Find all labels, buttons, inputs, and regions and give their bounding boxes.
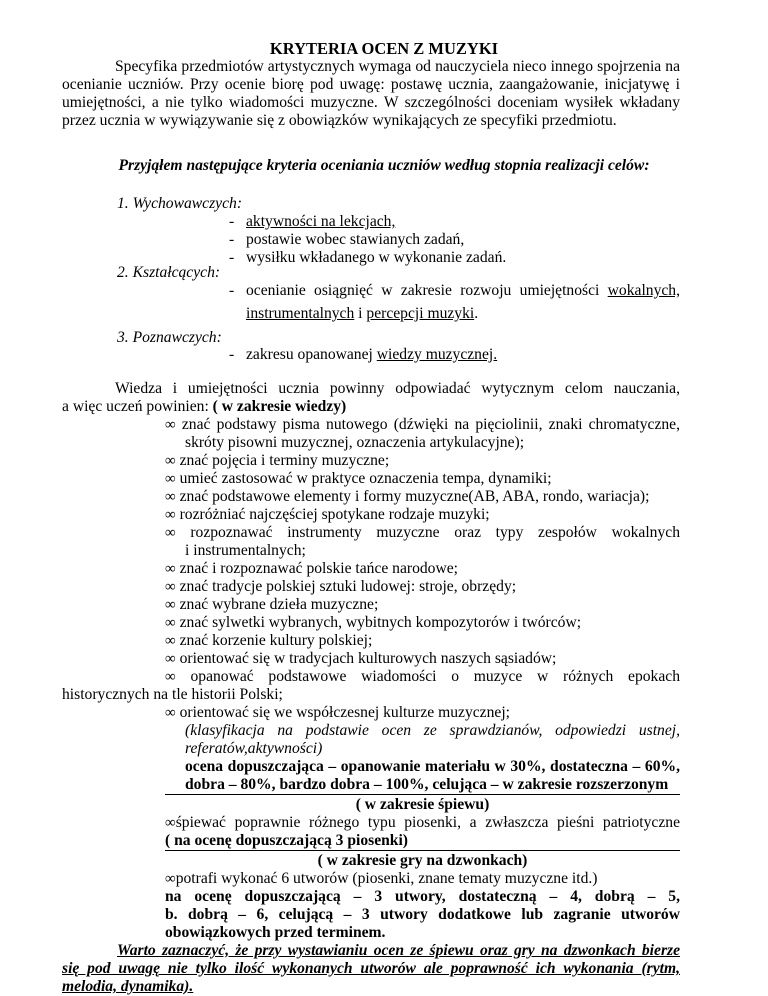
- list-item: [165, 614, 680, 632]
- infinity-icon: ∞: [165, 615, 176, 631]
- list-item: [165, 632, 680, 650]
- list-item: [165, 650, 680, 668]
- goal-2-label: 2. Kształcących:: [117, 264, 221, 281]
- infinity-icon: ∞: [165, 561, 176, 577]
- bells-heading: ( w zakresie gry na dzwonkach): [317, 852, 528, 869]
- list-item: [165, 452, 680, 470]
- goal-1-item: aktywności na lekcjach,: [246, 213, 396, 230]
- note-line-1: Warto zaznaczyć, że przy wystawianiu ocen ze śpiewu oraz gry na dzwonkach bierze: [117, 942, 680, 959]
- list-item: [165, 578, 680, 596]
- list-item-text: rozróżniać najczęściej spotykane rodzaje muzyki;: [179, 506, 490, 523]
- list-item-text: opanować podstawowe wiadomości o muzyce w różnych epokach: [190, 668, 680, 685]
- infinity-icon: ∞: [165, 471, 176, 487]
- list-item: [165, 488, 680, 506]
- list-item: [165, 560, 680, 578]
- goal-3-knowledge: wiedzy muzycznej.: [376, 346, 498, 363]
- bells-text-content: potrafi wykonać 6 utworów (piosenki, znane tematy muzyczne itd.): [175, 870, 598, 887]
- list-item: [165, 596, 680, 614]
- classification-note-1: (klasyfikacja na podstawie ocen ze sprawdzianów, odpowiedzi ustnej,: [185, 722, 680, 739]
- goal-3-label: 3. Poznawczych:: [117, 329, 222, 346]
- list-item-text: znać tradycje polskiej sztuki ludowej: stroje, obrzędy;: [179, 578, 517, 595]
- divider: [165, 850, 680, 851]
- infinity-icon: ∞: [165, 417, 176, 433]
- list-item: [165, 524, 680, 542]
- infinity-icon: ∞: [165, 669, 176, 685]
- goal-2-period: .: [474, 305, 479, 322]
- knowledge-intro-scope: ( w zakresie wiedzy): [208, 398, 347, 415]
- infinity-icon: ∞: [165, 579, 176, 595]
- goal-2-line: [246, 282, 680, 300]
- bells-grade-2: b. dobrą – 6, celującą – 3 utwory dodatkowe lub zagranie utworów: [165, 906, 680, 923]
- grades-line-1: ocena dopuszczająca – opanowanie materiału w 30%, dostateczna – 60%,: [185, 758, 680, 775]
- dash: -: [229, 346, 235, 363]
- note-line-3: melodia, dynamika).: [62, 978, 194, 995]
- singing-text-content: śpiewać poprawnie różnego typu piosenki, a zwłaszcza pieśni patriotyczne: [175, 814, 680, 831]
- infinity-icon: ∞: [165, 633, 176, 649]
- dash: -: [229, 213, 235, 230]
- infinity-icon: ∞: [165, 871, 176, 887]
- list-item-text: znać i rozpoznawać polskie tańce narodowe;: [179, 560, 458, 577]
- criteria-heading: Przyjąłem następujące kryteria oceniania uczniów według stopnia realizacji celów:: [118, 157, 650, 174]
- goal-1-item: postawie wobec stawianych zadań,: [246, 231, 465, 248]
- singing-heading: ( w zakresie śpiewu): [355, 796, 490, 813]
- list-item-text: znać pojęcia i terminy muzyczne;: [179, 452, 390, 469]
- dash: -: [229, 249, 235, 266]
- list-item-text: umieć zastosować w praktyce oznaczenia tempa, dynamiki;: [179, 470, 552, 487]
- goal-2-perception: percepcji muzyki: [366, 305, 475, 322]
- goal-2-conj: i: [354, 305, 367, 322]
- list-item-text: znać podstawowe elementy i formy muzyczne(AB, ABA, rondo, wariacja);: [179, 488, 650, 505]
- list-item: historycznych na tle historii Polski;: [62, 686, 283, 703]
- list-item: [165, 668, 680, 686]
- list-item-text: znać sylwetki wybranych, wybitnych kompozytorów i twórców;: [179, 614, 582, 631]
- infinity-icon: ∞: [165, 651, 176, 667]
- knowledge-intro-1: Wiedza i umiejętności ucznia powinny odpowiadać wytycznym celom nauczania,: [115, 380, 680, 397]
- bells-text: [165, 870, 680, 888]
- grades-line-2: dobra – 80%, bardzo dobra – 100%, celująca – w zakresie rozszerzonym: [185, 776, 669, 793]
- classification-note-2: referatów,aktywności): [185, 740, 323, 757]
- goal-1-label: 1. Wychowawczych:: [117, 195, 243, 212]
- infinity-icon: ∞: [165, 597, 176, 613]
- infinity-icon: ∞: [165, 507, 176, 523]
- page-title: KRYTERIA OCEN Z MUZYKI: [269, 39, 499, 58]
- list-item-text: znać podstawy pisma nutowego (dźwięki na pięciolinii, znaki chromatyczne,: [181, 416, 680, 433]
- dash: -: [229, 231, 235, 248]
- infinity-icon: ∞: [165, 525, 176, 541]
- list-item-text: znać korzenie kultury polskiej;: [179, 632, 373, 649]
- goal-2-line2: [246, 305, 478, 323]
- singing-text: [165, 814, 680, 832]
- goal-3-line: [246, 346, 497, 364]
- bells-grade-3: obowiązkowych przed terminem.: [165, 924, 386, 941]
- list-item: [165, 416, 680, 434]
- goal-2-text: ocenianie osiągnięć w zakresie rozwoju umiejętności: [246, 282, 600, 299]
- list-item-text: orientować się w tradycjach kulturowych naszych sąsiadów;: [179, 650, 557, 667]
- list-item: i instrumentalnych;: [185, 542, 306, 559]
- goal-3-text: zakresu opanowanej: [246, 346, 377, 363]
- knowledge-intro-text: a więc uczeń powinien:: [62, 398, 209, 415]
- list-item: [165, 470, 680, 488]
- list-item-text: rozpoznawać instrumenty muzyczne oraz typy zespołów wokalnych: [190, 524, 680, 541]
- intro-paragraph: Specyfika przedmiotów artystycznych wymaga od nauczyciela nieco innego spojrzenia na ocenianie uczniów. Przy ocenie biorę pod uwagę: postawę ucznia, zaangażowanie, inicjatywę i umiejętności, a nie tylko wiadomości muzyczne. W szczególności doceniam wysiłek wkładany przez ucznia w wywiązywanie się z obowiązków wynikających ze specyfiki przedmiotu.: [62, 58, 680, 129]
- list-item: skróty pisowni muzycznej, oznaczenia artykulacyjne);: [185, 434, 525, 451]
- knowledge-intro-2: [62, 398, 680, 416]
- list-item-text: orientować się we współczesnej kulturze muzycznej;: [179, 704, 510, 721]
- goal-2-vocal: wokalnych,: [607, 282, 680, 299]
- list-item: [165, 704, 680, 722]
- singing-grade: ( na ocenę dopuszczającą 3 piosenki): [165, 832, 408, 849]
- infinity-icon: ∞: [165, 489, 176, 505]
- infinity-icon: ∞: [165, 815, 176, 831]
- infinity-icon: ∞: [165, 705, 176, 721]
- dash: -: [229, 282, 235, 299]
- note-line-2: się pod uwagę nie tylko ilość wykonanych utworów ale poprawność ich wykonania (rytm,: [62, 960, 680, 977]
- goal-1-item: wysiłku wkładanego w wykonanie zadań.: [246, 249, 507, 266]
- list-item: [165, 506, 680, 524]
- list-item-text: znać wybrane dzieła muzyczne;: [179, 596, 379, 613]
- infinity-icon: ∞: [165, 453, 176, 469]
- goal-2-instrumental: instrumentalnych: [246, 305, 355, 322]
- bells-grade-1: na ocenę dopuszczającą – 3 utwory, dostateczną – 4, dobrą – 5,: [165, 888, 680, 905]
- divider: [165, 794, 680, 795]
